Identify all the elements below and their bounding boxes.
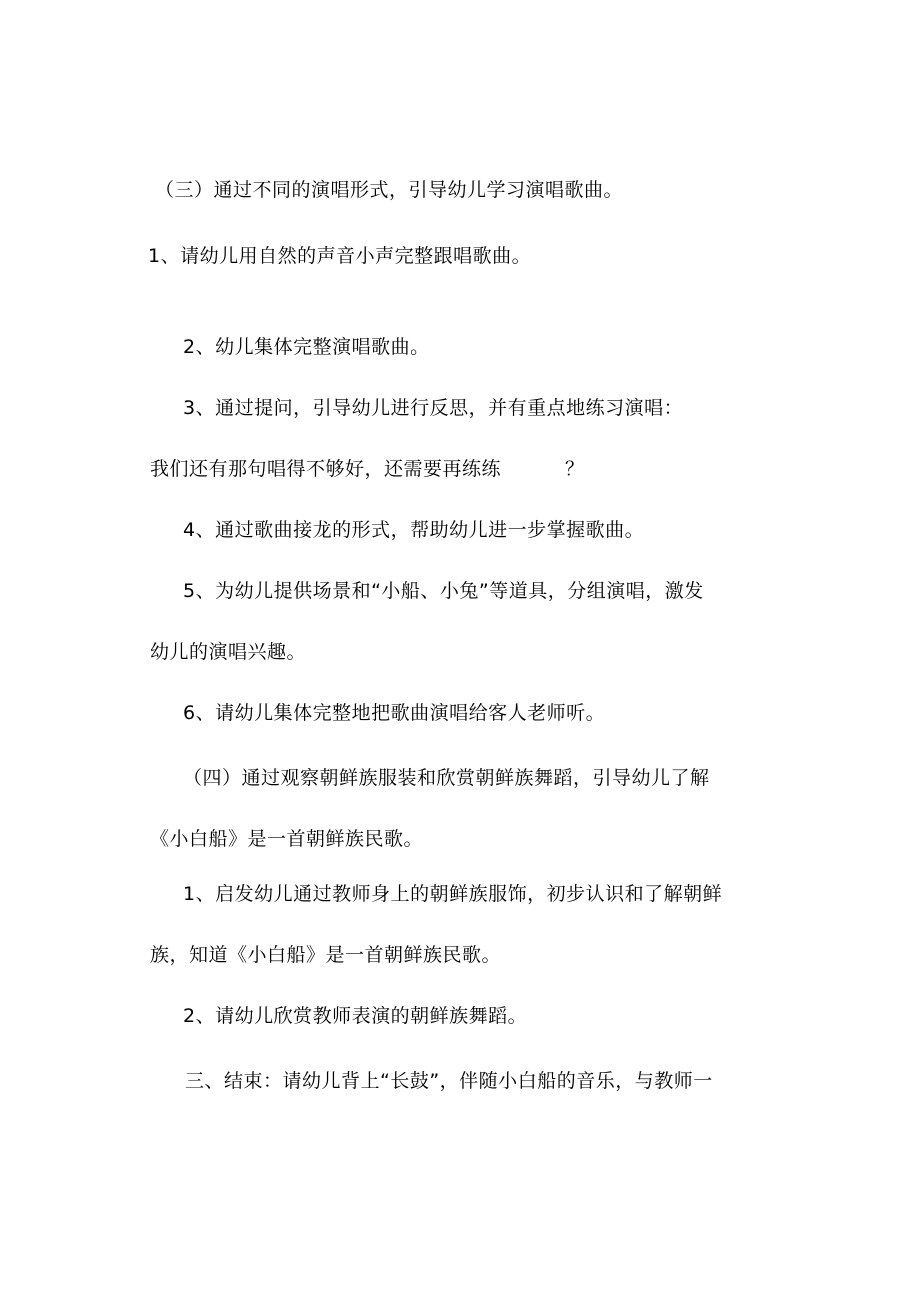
paragraph-line: 5、为幼儿提供场景和“小船、小兔”等道具，分组演唱，激发 (183, 580, 704, 602)
paragraph-line: 2、请幼儿欣赏教师表演的朝鲜族舞蹈。 (183, 1005, 528, 1027)
question-mark: ？ (565, 458, 585, 480)
paragraph-line: 幼儿的演唱兴趣。 (150, 641, 307, 663)
paragraph-line: 1、请幼儿用自然的声音小声完整跟唱歌曲。 (148, 245, 532, 267)
section-heading-3: （三）通过不同的演唱形式，引导幼儿学习演唱歌曲。 (155, 179, 624, 201)
paragraph-line: 2、幼儿集体完整演唱歌曲。 (183, 336, 430, 358)
paragraph-line: 3、通过提问，引导幼儿进行反思，并有重点地练习演唱： (183, 397, 684, 419)
paragraph-line: 1、启发幼儿通过教师身上的朝鲜族服饰，初步认识和了解朝鲜 (183, 883, 723, 905)
paragraph-line (150, 456, 585, 482)
paragraph-line: 族，知道《小白船》是一首朝鲜族民歌。 (150, 944, 502, 966)
section-heading-end: 三、结束：请幼儿背上“长鼓”，伴随小白船的音乐，与教师一 (185, 1070, 713, 1092)
paragraph-line: 6、请幼儿集体完整地把歌曲演唱给客人老师听。 (183, 702, 606, 724)
paragraph-line: 4、通过歌曲接龙的形式，帮助幼儿进一步掌握歌曲。 (183, 519, 645, 541)
section-heading-4: （四）通过观察朝鲜族服装和欣赏朝鲜族舞蹈，引导幼儿了解 (183, 767, 710, 789)
paragraph-text: 我们还有那句唱得不够好，还需要再练练 (150, 458, 502, 480)
paragraph-line: 《小白船》是一首朝鲜族民歌。 (150, 828, 424, 850)
